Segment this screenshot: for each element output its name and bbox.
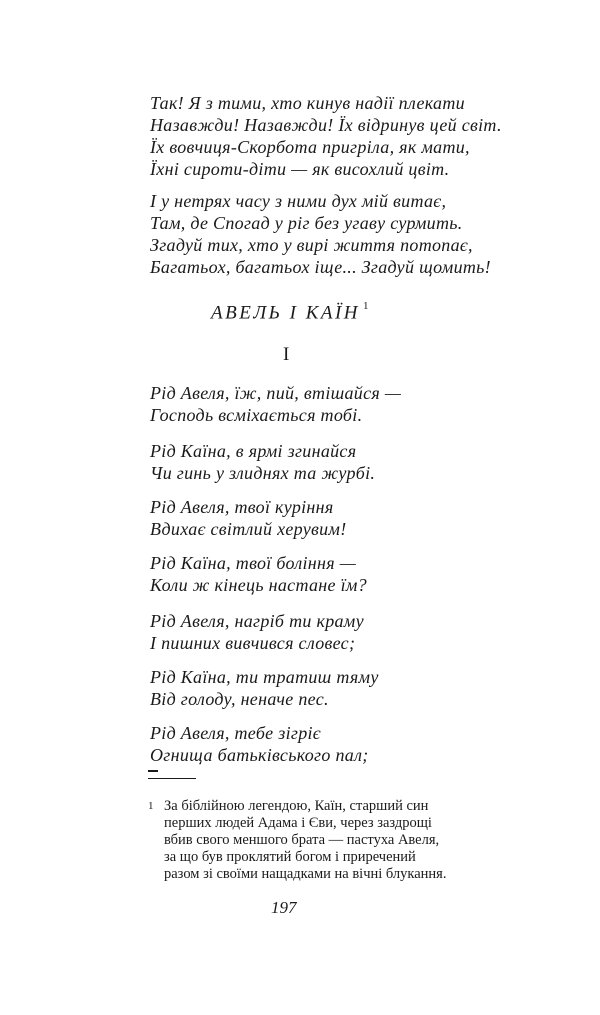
verse-line: Чи гинь у злиднях та журбі. bbox=[150, 463, 376, 483]
footnote-separator bbox=[148, 778, 196, 779]
verse-line: Рід Авеля, твої куріння bbox=[150, 497, 334, 517]
poem-title-text: АВЕЛЬ І КАЇН bbox=[211, 302, 360, 324]
verse-line: Рід Каїна, ти тратиш тяму bbox=[150, 667, 379, 687]
verse-line: І пишних вивчився словес; bbox=[150, 633, 356, 653]
footnote-line: разом зі своїми нащадками на вічні блукання. bbox=[164, 866, 447, 882]
verse-line: Рід Авеля, їж, пий, втішайся — bbox=[150, 383, 402, 403]
page-number: 197 bbox=[271, 898, 297, 917]
footnote-line: за що був проклятий богом і приречений bbox=[164, 849, 416, 865]
footnote-marker: 1 bbox=[148, 800, 154, 812]
verse-line: Їхні сироти-діти — як висохлий цвіт. bbox=[150, 159, 450, 179]
footnote-line: вбив свого меншого брата — пастуха Авеля, bbox=[164, 832, 440, 848]
poem-title bbox=[211, 302, 369, 324]
footnote-rule-mark bbox=[148, 770, 158, 775]
footnote-line: перших людей Адама і Єви, через заздрощі bbox=[164, 815, 432, 831]
footnote-reference[interactable]: 1 bbox=[363, 300, 369, 312]
verse-line: Назавжди! Назавжди! Їх відринув цей світ. bbox=[150, 115, 502, 135]
verse-line: Згадуй тих, хто у вирі життя потопає, bbox=[150, 235, 473, 255]
verse-line: Там, де Спогад у ріг без угаву сурмить. bbox=[150, 213, 463, 233]
footnote-line: За біблійною легендою, Каїн, старший син bbox=[164, 798, 429, 814]
verse-line: Огнища батьківського пал; bbox=[150, 745, 369, 765]
verse-line: Рід Авеля, нагріб ти краму bbox=[150, 611, 364, 631]
verse-line: Рід Каїна, твої боління — bbox=[150, 553, 357, 573]
verse-line: Господь всміхається тобі. bbox=[150, 405, 363, 425]
verse-line: Їх вовчиця-Скорбота пригріла, як мати, bbox=[150, 137, 470, 157]
verse-line: Багатьох, багатьох іще... Згадуй щомить! bbox=[150, 257, 491, 277]
part-number: I bbox=[283, 344, 290, 365]
verse-line: Коли ж кінець настане їм? bbox=[150, 575, 367, 595]
verse-line: Рід Авеля, тебе зігріє bbox=[150, 723, 321, 743]
verse-line: Від голоду, неначе пес. bbox=[150, 689, 329, 709]
verse-line: Так! Я з тими, хто кинув надії плекати bbox=[150, 93, 465, 113]
verse-line: Рід Каїна, в ярмі згинайся bbox=[150, 441, 357, 461]
verse-line: І у нетрях часу з ними дух мій витає, bbox=[150, 191, 447, 211]
verse-line: Вдихає світлий херувим! bbox=[150, 519, 347, 539]
